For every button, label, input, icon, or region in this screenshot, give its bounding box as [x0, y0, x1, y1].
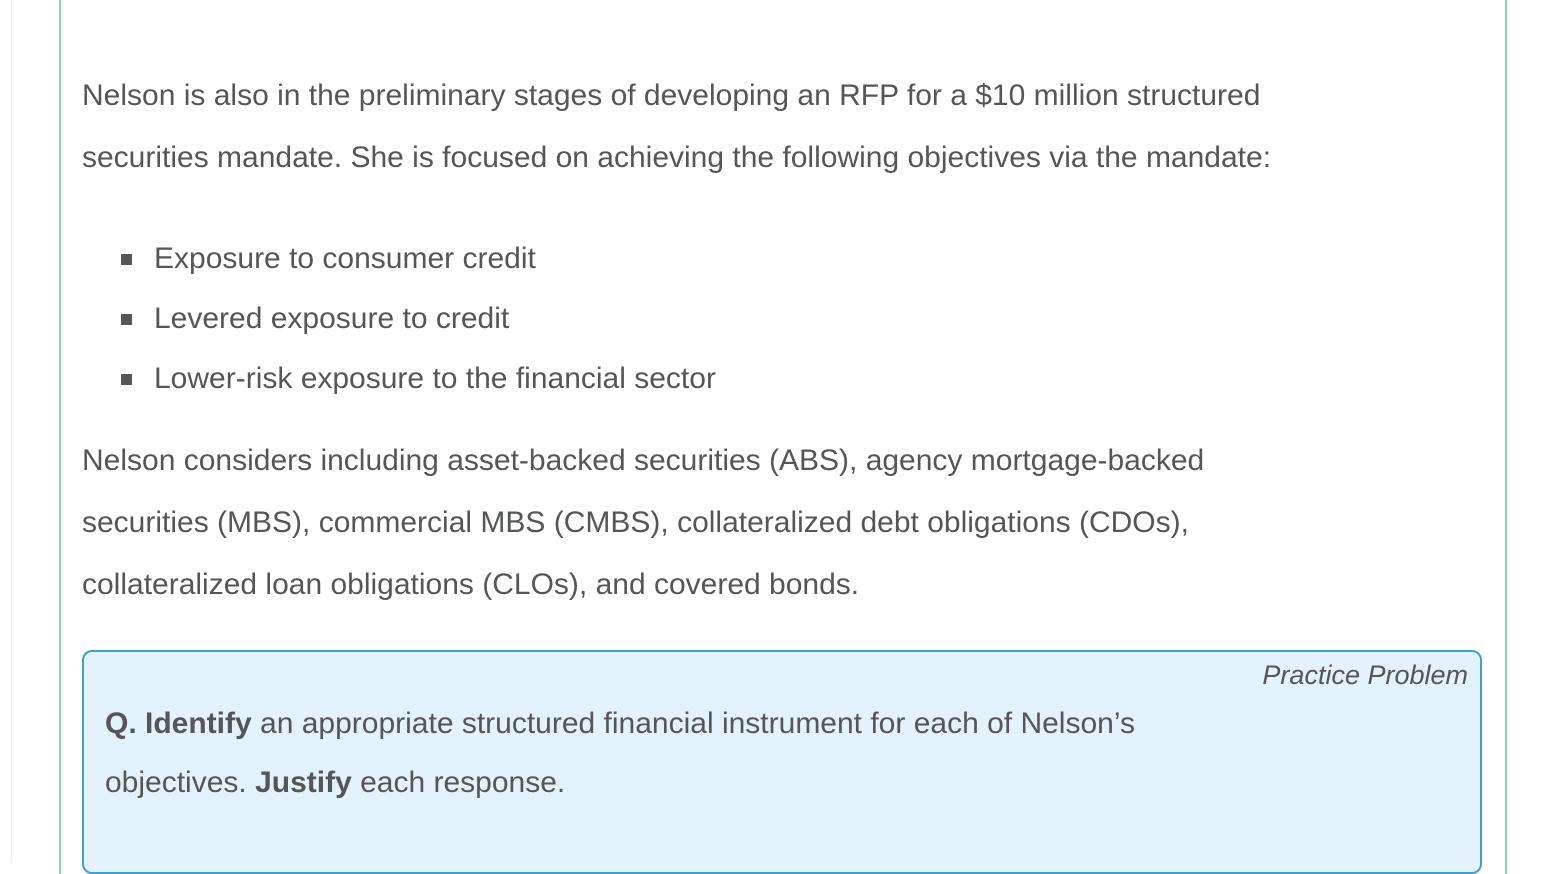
- securities-paragraph: [82, 430, 1461, 616]
- list-item: [82, 229, 1461, 289]
- intro-paragraph-line-1: Nelson is also in the preliminary stages of developing an RFP for a $10 million structured: [82, 79, 1261, 112]
- reading-content-card: [59, 0, 1507, 874]
- bullet-square-icon: [121, 314, 132, 325]
- objective-label: Levered exposure to credit: [154, 302, 510, 335]
- question-line-1-text: an appropriate structured financial instrument for each of Nelson’s: [251, 707, 1135, 740]
- bullet-square-icon: [121, 254, 132, 265]
- practice-problem-label: Practice Problem: [1262, 660, 1468, 690]
- list-item: [82, 289, 1461, 349]
- question-q-identify-bold: Q. Identify: [105, 707, 252, 740]
- question-line-2-start: objectives.: [105, 766, 256, 799]
- objective-label: Exposure to consumer credit: [154, 242, 536, 275]
- question-line-2-text: each response.: [351, 766, 566, 799]
- practice-problem-question: [84, 694, 1480, 812]
- securities-paragraph-line-2: securities (MBS), commercial MBS (CMBS), collateralized debt obligations (CDOs),: [82, 506, 1189, 539]
- list-item: [82, 349, 1461, 409]
- question-justify-bold: Justify: [255, 766, 352, 799]
- practice-problem-box: [82, 650, 1482, 874]
- securities-paragraph-line-3: collateralized loan obligations (CLOs), and covered bonds.: [82, 568, 860, 601]
- objectives-list: [82, 229, 1461, 409]
- bullet-square-icon: [121, 374, 132, 385]
- intro-paragraph: [82, 65, 1461, 189]
- question-line-2: [105, 753, 1480, 812]
- securities-paragraph-line-1: Nelson considers including asset-backed securities (ABS), agency mortgage-backed: [82, 444, 1205, 477]
- question-line-1: [105, 694, 1480, 753]
- reading-content-body: [61, 65, 1505, 874]
- objective-label: Lower-risk exposure to the financial sector: [154, 362, 716, 395]
- page-edge-divider: [11, 0, 12, 863]
- intro-paragraph-line-2: securities mandate. She is focused on achieving the following objectives via the mandate:: [82, 141, 1272, 174]
